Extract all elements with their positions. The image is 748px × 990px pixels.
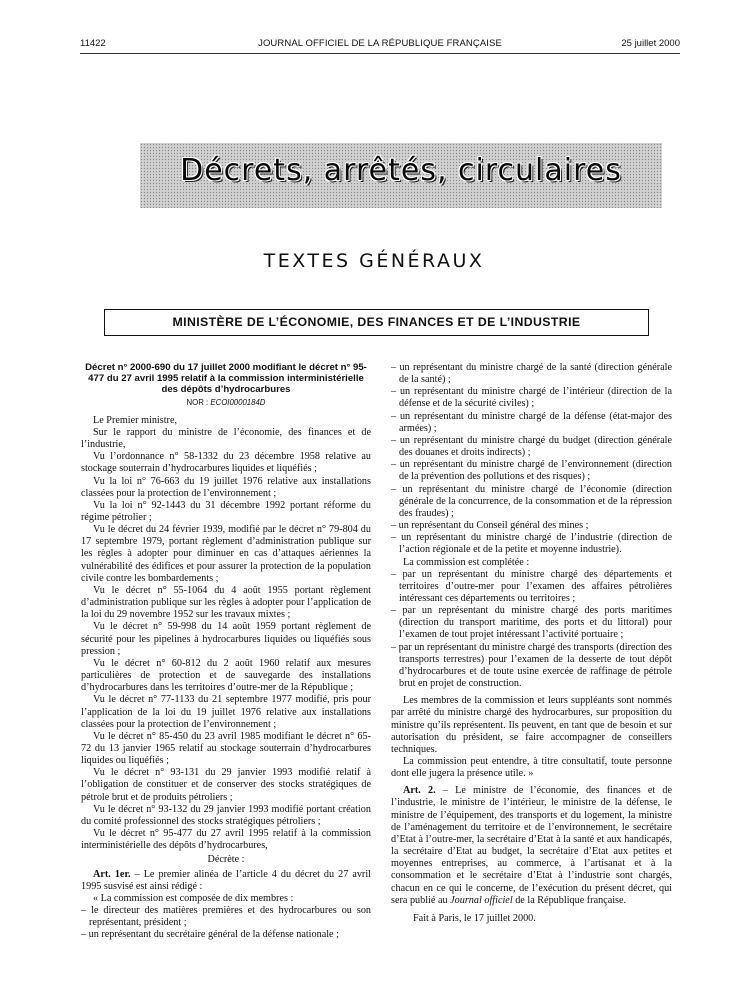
paragraph: Sur le rapport du ministre de l’économie, des finances et de l’industrie,: [81, 426, 371, 451]
paragraph: Vu le décret du 24 février 1939, modifié par le décret n° 79-804 du 17 septembre 1979, portant règlement d’administration publique sur les règles à adopter pour diminuer en cas d’attaques aériennes la vulnérabilité des édifices et pour assurer la protection de la population civile contre les bombardements ;: [81, 524, 371, 584]
paragraph: Vu le décret n° 85-450 du 23 avril 1985 modifiant le décret n° 65-72 du 13 janvier 1965 relatif au stockage souterrain d’hydrocarbures liquides ou liquéfiés ;: [81, 730, 371, 767]
member-item: – un représentant du ministre chargé de l’intérieur (direction de la défense et de la sécurité civiles) ;: [391, 386, 672, 410]
hear-paragraph: La commission peut entendre, à titre consultatif, toute personne dont elle jugera la présence utile. »: [391, 756, 672, 780]
ministry-box: [104, 309, 649, 336]
ministry-name: MINISTÈRE DE L’ÉCONOMIE, DES FINANCES ET DE L’INDUSTRIE: [172, 315, 581, 329]
article-1: [81, 869, 371, 893]
member-item: – le directeur des matières premières et des hydrocarbures ou son représentant, président ;: [81, 905, 371, 929]
member-item: – un représentant du ministre chargé du budget (direction générale des douanes et droits indirects) ;: [391, 435, 672, 459]
completed-intro: La commission est complétée :: [403, 556, 530, 568]
left-column: [81, 362, 371, 941]
paragraph: Vu la loi n° 92-1443 du 31 décembre 1992 portant réforme du régime pétrolier ;: [81, 499, 371, 524]
article-2-text-end: de la République française.: [515, 894, 627, 906]
article-2-text: – Le ministre de l’économie, des finances et de l’industrie, le ministre de l’intérieur, le ministre de la défense, le ministre de l’équipement, des transports et du logement, la ministre de l’aménagement du territoire et de l’environnement, le secrétaire d’Etat à l’outre-mer, la secrétaire d’Etat à la santé et aux handicapés, la secrétaire d’Etat au budget, la secrétaire d’Etat aux petites et moyennes entreprises, au commerce, à l’artisanat et à la consommation et le secrétaire d’Etat à l’industrie sont chargés, chacun en ce qui le concerne, de l’exécution du présent décret, qui sera publié au: [391, 785, 673, 906]
paragraph: Vu la loi n° 76-663 du 19 juillet 1976 relative aux installations classées pour la protection de l’environnement ;: [81, 475, 371, 499]
decrete-line: Décrète :: [207, 854, 245, 866]
paragraph: Le Premier ministre,: [93, 414, 178, 426]
member-item: – un représentant du ministre chargé de l’industrie (direction de l’action régionale et de la petite et moyenne industrie).: [391, 532, 672, 556]
member-item: – un représentant du ministre chargé de l’environnement (direction de la prévention des pollutions et des risques) ;: [391, 459, 672, 483]
paragraph: Vu le décret n° 55-1064 du 4 août 1955 portant règlement d’administration publique sur les règles à adopter pour l’application de la loi du 29 novembre 1952 sur les travaux mixtes ;: [81, 584, 371, 621]
article-2-label: Art. 2.: [403, 785, 436, 797]
article-2: [391, 785, 672, 907]
paragraph: Vu le décret n° 59-998 du 14 août 1959 portant règlement de sécurité pour les pipelines à hydrocarbures liquides ou liquéfiés sous pression ;: [81, 621, 371, 657]
members-paragraph: Les membres de la commission et leurs suppléants sont nommés par arrêté du ministre chargé des hydrocarbures, sur proposition du ministre qu’ils représentent. Ils peuvent, en tant que de besoin et sur autorisation du président, se faire accompagner de conseillers techniques.: [391, 695, 672, 755]
article-1-quote: « La commission est composée de dix membres :: [93, 892, 294, 904]
paragraph: Vu le décret n° 60-812 du 2 août 1960 relatif aux mesures particulières de protection et de sauvegarde des installations d’hydrocarbures dans les territoires d’outre-mer de la République ;: [81, 657, 371, 694]
nor-reference: [81, 397, 371, 409]
paragraph: Vu le décret n° 77-1133 du 21 septembre 1977 modifié, pris pour l’application de la loi du 19 juillet 1976 relative aux installations classées pour la protection de l’environnement ;: [81, 694, 371, 730]
paragraph: Vu le décret n° 93-132 du 29 janvier 1993 modifié portant création du comité professionnel des stocks stratégiques pétroliers ;: [81, 803, 371, 827]
completed-item: – par un représentant du ministre chargé des départements et territoires d’outre-mer pour l’examen des affaires pétrolières intéressant ces départements ou territoires ;: [391, 569, 672, 605]
header-rule: [80, 53, 680, 54]
article-1-label: Art. 1er.: [93, 868, 131, 880]
completed-item: – par un représentant du ministre chargé des ports maritimes (direction du transport maritime, des ports et du littoral) pour l’examen de tout projet intéressant l’activité portuaire ;: [391, 605, 672, 641]
page-number: 11422: [80, 38, 106, 49]
member-item: – un représentant du secrétaire général de la défense nationale ;: [81, 929, 371, 941]
article-1-text: – Le premier alinéa de l’article 4 du décret du 27 avril 1995 susvisé est ainsi rédigé :: [81, 868, 371, 892]
running-head: [80, 38, 680, 52]
nor-code: ECOI0000184D: [210, 397, 266, 407]
decree-title: Décret n° 2000-690 du 17 juillet 2000 modifiant le décret n° 95-477 du 27 avril 1995 relatif à la commission interministérielle des dépôts d’hydrocarbures: [85, 362, 367, 396]
paragraph: Vu le décret n° 93-131 du 29 janvier 1993 modifié relatif à l’obligation de constituer et de conserver des stocks stratégiques de pétrole brut et de produits pétroliers ;: [81, 767, 371, 803]
nor-label: NOR :: [186, 397, 209, 407]
journal-title: JOURNAL OFFICIEL DE LA RÉPUBLIQUE FRANÇAISE: [258, 38, 502, 49]
rubric-title: Décrets, arrêtés, circulaires: [180, 153, 622, 188]
right-column: [391, 362, 672, 925]
signature-line: Fait à Paris, le 17 juillet 2000.: [413, 912, 536, 924]
paragraph: Vu le décret n° 95-477 du 27 avril 1995 relatif à la commission interministérielle des dépôts d’hydrocarbures,: [81, 828, 371, 852]
rubric-banner: [140, 143, 662, 208]
section-title: TEXTES GÉNÉRAUX: [263, 250, 485, 272]
completed-item: – par un représentant du ministre chargé des transports (direction des transports terrestres) pour l’examen de la desserte de tout dépôt d’hydrocarbures et de toute usine exercée de raffinage de pétrole brut en projet de construction.: [391, 642, 672, 691]
paragraph: Vu l’ordonnance n° 58-1332 du 23 décembre 1958 relative au stockage souterrain d’hydrocarbures liquides et liquéfiés ;: [81, 451, 371, 475]
member-item: – un représentant du ministre chargé de l’économie (direction générale de la concurrence, de la consommation et de la répression des fraudes) ;: [391, 484, 672, 520]
issue-date: 25 juillet 2000: [621, 38, 680, 49]
member-item: – un représentant du Conseil général des mines ;: [391, 520, 672, 532]
journal-officiel-ref: Journal officiel: [450, 894, 513, 906]
member-item: – un représentant du ministre chargé de la santé (direction générale de la santé) ;: [391, 362, 672, 386]
member-item: – un représentant du ministre chargé de la défense (état-major des armées) ;: [391, 411, 672, 435]
